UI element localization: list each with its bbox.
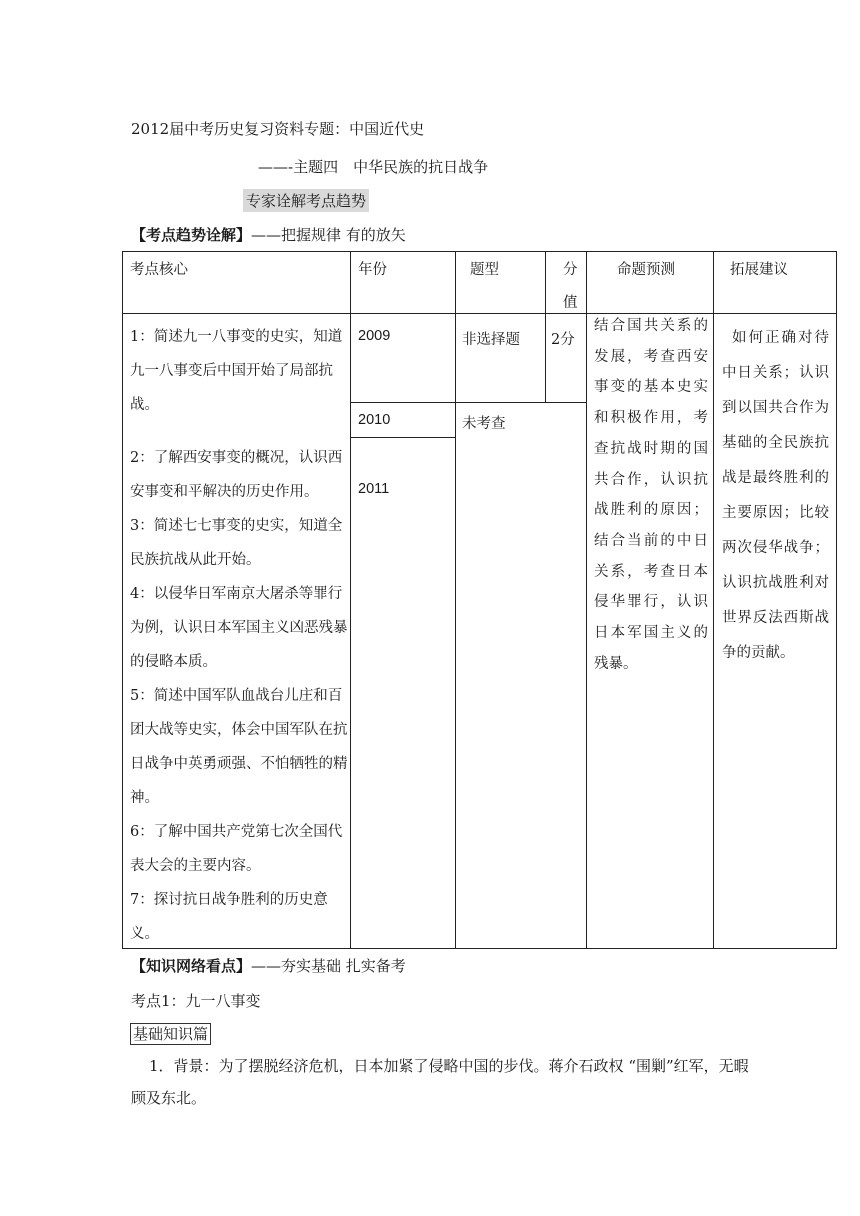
year-2009: 2009 <box>358 328 391 344</box>
document-title: 2012届中考历史复习资料专题：中国近代史 <box>131 120 425 138</box>
type-2009: 非选择题 <box>462 332 520 348</box>
section-heading-knowledge <box>131 955 406 976</box>
header-core: 考点核心 <box>130 262 188 278</box>
header-year: 年份 <box>358 262 387 278</box>
section-heading-bracket: 【考点趋势诠解】 <box>131 226 252 244</box>
document-subtitle: ——-主题四 中华民族的抗日战争 <box>258 158 489 176</box>
core-item: 4：以侵华日军南京大屠杀等罪行为例，认识日本军国主义凶恶残暴的侵略本质。 <box>130 586 348 670</box>
paragraph-background: 1．背景：为了摆脱经济危机，日本加紧了侵略中国的步伐。蒋介石政权 “围剿”红军，无暇顾及东北。 <box>131 1057 749 1107</box>
core-item: 7：探讨抗日战争胜利的历史意义。 <box>130 892 328 942</box>
core-item: 5：简述中国军队血战台儿庄和百团大战等史实，体会中国军队在抗日战争中英勇顽强、不怕牺牲的精神。 <box>130 688 348 806</box>
expert-label: 专家诠解考点趋势 <box>243 189 369 212</box>
predict-text: 结合国共关系的发展，考查西安事变的基本史实和积极作用，考查抗战时期的国共合作，认识抗战胜利的原因；结合当前的中日关系，考查日本侵华罪行，认识日本军国主义的残暴。 <box>594 318 708 672</box>
section-heading-tail: ——夯实基础 扎实备考 <box>251 957 406 975</box>
header-score-2: 值 <box>563 295 578 311</box>
core-list <box>130 320 348 951</box>
section-heading-bracket: 【知识网络看点】 <box>131 957 252 975</box>
header-advice: 拓展建议 <box>730 262 788 278</box>
year-2011: 2011 <box>358 481 390 497</box>
core-item: 3：简述七七事变的史实，知道全民族抗战从此开始。 <box>130 518 343 568</box>
year-2010: 2010 <box>358 412 391 428</box>
core-item: 1：简述九一八事变的史实，知道九一八事变后中国开始了局部抗战。 <box>130 329 343 413</box>
score-2009: 2分 <box>551 332 575 348</box>
basic-knowledge-label: 基础知识篇 <box>130 1023 211 1045</box>
type-2010: 未考查 <box>462 416 506 432</box>
kaodian-heading: 考点1：九一八事变 <box>131 992 261 1010</box>
header-score-1: 分 <box>563 262 578 278</box>
section-heading-tail: ——把握规律 有的放矢 <box>251 226 406 244</box>
header-type: 题型 <box>470 262 499 278</box>
core-item: 6：了解中国共产党第七次全国代表大会的主要内容。 <box>130 824 343 874</box>
advice-text: 如何正确对待中日关系；认识到以国共合作为基础的全民族抗战是最终胜利的主要原因；比较两次侵华战争；认识抗战胜利对世界反法西斯战争的贡献。 <box>722 330 829 661</box>
core-item: 2：了解西安事变的概况，认识西安事变和平解决的历史作用。 <box>130 450 343 500</box>
header-predict: 命题预测 <box>617 262 675 278</box>
